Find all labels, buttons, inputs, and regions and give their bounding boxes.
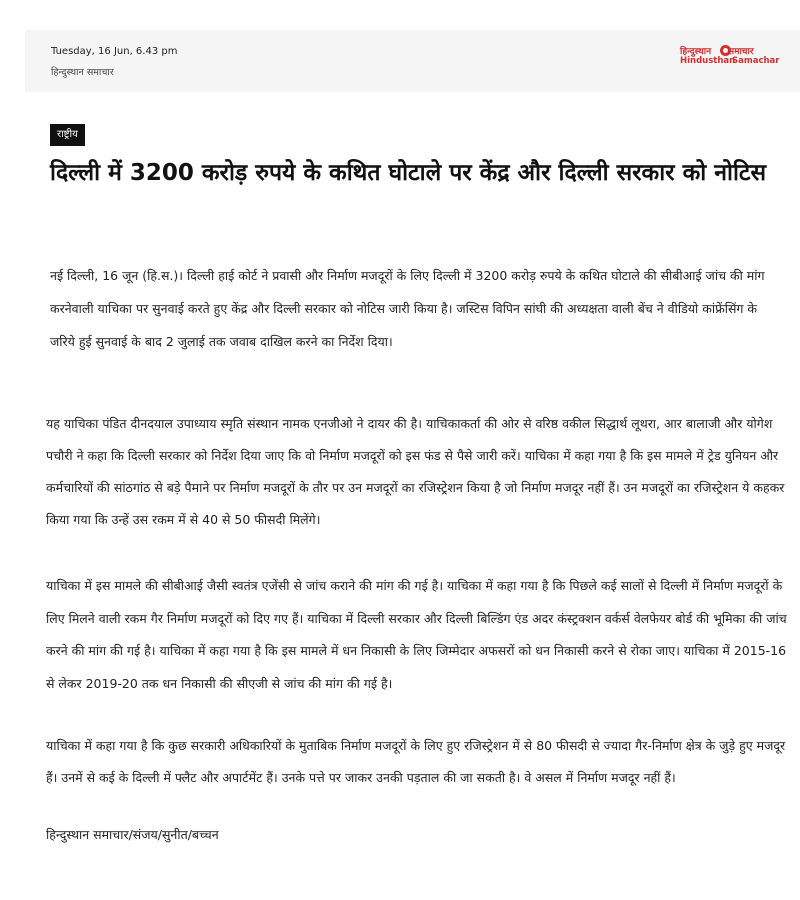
logo-english-right: Samachar [732, 56, 780, 66]
logo-english-left: Hindusthan [680, 56, 736, 66]
logo-hindi-left: हिन्दुस्थान [680, 47, 712, 57]
article-paragraph: यह याचिका पंडित दीनदयाल उपाध्याय स्मृति संस्थान नामक एनजीओ ने दायर की है। याचिकाकर्ता की ओर से वरिष्ठ वकील सिद्धार्थ लूथरा, आर बालाजी और योगेश पचौरी ने कहा कि दिल्ली सरकार को निर्देश दिया जाए कि वो निर्माण मजदूरों को इस फंड से पैसे जारी करें। याचिका में कहा गया है कि इस मामले में ट्रेड युनियन और कर्मचारियों की सांठगांठ से बड़े पैमाने पर निर्माण मजदूरों के तौर पर उन मजदूरों का रजिस्ट्रेशन किया है जो निर्माण मजदूर नहीं हैं। उन मजदूरों का रजिस्ट्रेशन ये कहकर किया गया कि उन्हें उस रकम में से 40 से 50 फीसदी मिलेंगे। [46, 416, 785, 527]
category-badge[interactable]: राष्ट्रीय [50, 124, 85, 146]
publish-datetime: Tuesday, 16 Jun, 6.43 pm [51, 46, 178, 57]
article-paragraph: याचिका में इस मामले की सीबीआई जैसी स्वतंत्र एजेंसी से जांच कराने की मांग की गई है। याचिका में कहा गया है कि पिछले कई सालों से दिल्ली में निर्माण मजदूरों के लिए मिलने वाली रकम गैर निर्माण मजदूरों को दिए गए हैं। याचिका में दिल्ली सरकार और दिल्ली बिल्डिंग एंड अदर कंस्ट्रक्शन वर्कर्स वेलफेयर बोर्ड की भूमिका की जांच करने की मांग की गई है। याचिका में कहा गया है कि इस मामले में धन निकासी के लिए जिम्मेदार अफसरों को धन निकासी करने से रोका जाए। याचिका में 2015-16 से लेकर 2019-20 तक धन निकासी की सीएजी से जांच की मांग की गई है। [46, 578, 787, 691]
page-header [25, 30, 800, 92]
news-source: हिन्दुस्थान समाचार [51, 67, 114, 78]
article-paragraph: याचिका में कहा गया है कि कुछ सरकारी अधिकारियों के मुताबिक निर्माण मजदूरों के लिए हुए रजिस्ट्रेशन में से 80 फीसदी से ज्यादा गैर-निर्माण क्षेत्र के जुड़े हुए मजदूर हैं। उनमें से कई के दिल्ली में फ्लैट और अपार्टमेंट हैं। उनके पत्ते पर जाकर उनकी पड़ताल की जा सकती है। वे असल में निर्माण मजदूर नहीं हैं। [46, 738, 786, 785]
article-headline: दिल्ली में 3200 करोड़ रुपये के कथित घोटाले पर केंद्र और दिल्ली सरकार को नोटिस [50, 160, 767, 186]
article-paragraph: नई दिल्ली, 16 जून (हि.स.)। दिल्ली हाई कोर्ट ने प्रवासी और निर्माण मजदूरों के लिए दिल्ली में 3200 करोड़ रुपये के कथित घोटाले की सीबीआई जांच की मांग करनेवाली याचिका पर सुनवाई करते हुए केंद्र और दिल्ली सरकार को नोटिस जारी किया है। जस्टिस विपिन सांघी की अध्यक्षता वाली बेंच ने वीडियो कांफ्रेंसिंग के जरिये हुई सुनवाई के बाद 2 जुलाई तक जवाब दाखिल करने का निर्देश दिया। [50, 268, 765, 349]
logo-hindi-right: समाचार [728, 47, 754, 57]
article-byline: हिन्दुस्थान समाचार/संजय/सुनीत/बच्चन [46, 827, 219, 842]
hindusthan-samachar-logo[interactable] [680, 44, 780, 74]
